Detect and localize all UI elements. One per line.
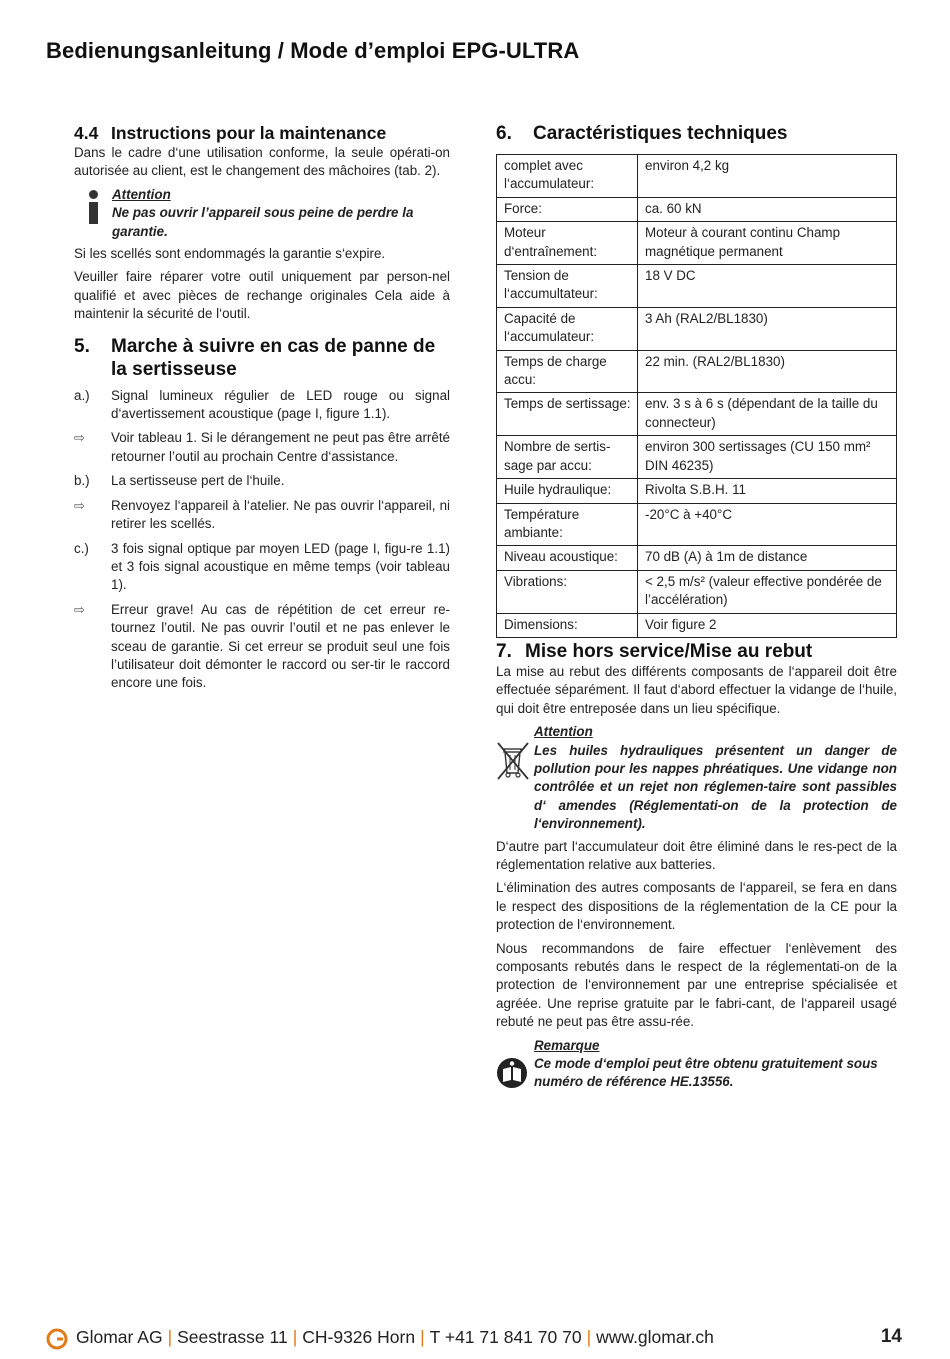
spec-label: Moteur d‘entraînement: — [497, 222, 638, 265]
table-row — [497, 307, 897, 350]
table-row — [497, 503, 897, 546]
section-number: 5. — [74, 335, 90, 357]
spec-label: Niveau acoustique: — [497, 546, 638, 570]
spec-value: < 2,5 m/s² (valeur effective pondérée de l’accélération) — [638, 570, 897, 613]
table-row — [497, 350, 897, 393]
section-number: 7. — [496, 640, 512, 662]
item-text: 3 fois signal optique par moyen LED (page I, figu-re 1.1) et 3 fois signal acoustique en même temps (voir tableau 1). — [111, 540, 450, 593]
spec-label: Huile hydraulique: — [497, 479, 638, 503]
section-title: Mise hors service/Mise au rebut — [525, 640, 813, 662]
section-4-4-heading — [74, 122, 450, 144]
remark-notice — [496, 1037, 897, 1092]
spec-value: 18 V DC — [638, 265, 897, 308]
spec-value: ca. 60 kN — [638, 197, 897, 221]
section-number: 4.4 — [74, 123, 99, 143]
list-item — [74, 540, 450, 595]
spec-label: Température ambiante: — [497, 503, 638, 546]
spec-label: Nombre de sertis-sage par accu: — [497, 436, 638, 479]
glomar-logo-icon — [46, 1328, 68, 1350]
spec-label: complet avec l‘accumulateur: — [497, 155, 638, 198]
separator: | — [586, 1327, 592, 1347]
spec-value: -20°C à +40°C — [638, 503, 897, 546]
table-row — [497, 436, 897, 479]
paragraph: D‘autre part l‘accumulateur doit être éliminé dans le res-pect de la réglementation relative aux batteries. — [496, 838, 897, 872]
website-link[interactable]: www.glomar.ch — [596, 1327, 714, 1347]
list-item — [74, 497, 450, 534]
document-title: Bedienungsanleitung / Mode d’emploi EPG-ULTRA — [46, 38, 580, 63]
notice-text: Ne pas ouvrir l’appareil sous peine de perdre la garantie. — [112, 205, 414, 239]
section-7-heading — [496, 640, 897, 663]
spec-value: Moteur à courant continu Champ magnétique permanent — [638, 222, 897, 265]
section-5-heading — [74, 335, 450, 381]
paragraph: L‘élimination des autres composants de l‘appareil, se fera en dans le respect des dispositions de la réglementation de la CE pour la protection de l‘environnement. — [496, 880, 897, 933]
paragraph: Si les scellés sont endommagés la garantie s‘expire. — [74, 246, 386, 262]
item-text: Erreur grave! Au cas de répétition de cet erreur re-tournez l’outil. Ne pas ouvrir l’outil et ne pas enlever le sceau de garantie. Si cet erreur se produit seul une fois l’utilisateur doit démonter le raccord ou ser-tir le raccord encore une fois. — [111, 601, 450, 691]
spec-value: 3 Ah (RAL2/BL1830) — [638, 307, 897, 350]
attention-notice — [74, 186, 450, 241]
section-title: Marche à suivre en cas de panne de la sertisseuse — [111, 335, 436, 380]
spec-value: env. 3 s à 6 s (dépendant de la taille du connecteur) — [638, 393, 897, 436]
arrow-right-icon: ⇨ — [74, 601, 85, 617]
footer — [46, 1326, 902, 1352]
item-text: La sertisseuse pert de l‘huile. — [111, 473, 285, 489]
item-text: Voir tableau 1. Si le dérangement ne peut pas être arrêté retourner l’outil au prochain Centre d‘assistance. — [111, 430, 450, 464]
troubleshooting-list — [74, 387, 450, 693]
spec-value: 70 dB (A) à 1m de distance — [638, 546, 897, 570]
remark-label: Remarque — [534, 1037, 600, 1053]
table-row — [497, 613, 897, 637]
specifications-table — [496, 154, 897, 638]
item-text: Signal lumineux régulier de LED rouge ou signal d‘avertissement acoustique (page I, figure 1.1). — [111, 387, 450, 422]
table-row — [497, 222, 897, 265]
footer-contact — [76, 1327, 714, 1348]
notice-text: Les huiles hydrauliques présentent un danger de pollution pour les nappes phréatiques. Une vidange non contrôlée et un rejet non réglemen-taire sont passibles d‘ amendes (Réglementati-on de la protection de l‘environnement). — [534, 742, 897, 832]
list-item — [74, 601, 450, 693]
list-item — [74, 472, 450, 490]
city-address: CH-9326 Horn — [302, 1327, 416, 1347]
table-row — [497, 546, 897, 570]
separator: | — [167, 1327, 173, 1347]
notice-label: Attention — [534, 724, 593, 740]
section-title: Instructions pour la maintenance — [111, 123, 387, 143]
section-title: Caractéristiques techniques — [533, 123, 788, 144]
separator: | — [292, 1327, 298, 1347]
spec-value: 22 min. (RAL2/BL1830) — [638, 350, 897, 393]
list-item — [74, 387, 450, 424]
page-number: 14 — [880, 1326, 902, 1347]
right-column — [496, 122, 897, 1096]
paragraph: Dans le cadre d‘une utilisation conforme, la seule opérati-on autorisée au client, est le changement des mâchoires (tab. 2). — [74, 145, 450, 179]
spec-value: Rivolta S.B.H. 11 — [638, 479, 897, 503]
notice-label: Attention — [112, 186, 171, 202]
item-marker: c.) — [74, 540, 89, 556]
left-column — [74, 122, 450, 699]
separator: | — [420, 1327, 425, 1347]
street-address: Seestrasse 11 — [177, 1327, 288, 1347]
spec-label: Temps de charge accu: — [497, 350, 638, 393]
section-6-heading — [496, 122, 897, 145]
spec-value: Voir figure 2 — [638, 613, 897, 637]
table-row — [497, 155, 897, 198]
table-row — [497, 265, 897, 308]
spec-value: environ 300 sertissages (CU 150 mm² DIN 46235) — [638, 436, 897, 479]
spec-label: Vibrations: — [497, 570, 638, 613]
attention-notice — [496, 723, 897, 833]
spec-label: Force: — [497, 197, 638, 221]
arrow-right-icon: ⇨ — [74, 430, 85, 446]
arrow-right-icon: ⇨ — [74, 497, 85, 513]
list-item — [74, 429, 450, 466]
item-marker: b.) — [74, 473, 90, 489]
phone-number: T +41 71 841 70 70 — [429, 1327, 582, 1347]
company-name: Glomar AG — [76, 1327, 163, 1347]
table-row — [497, 197, 897, 221]
paragraph: Nous recommandons de faire effectuer l‘enlèvement des composants rebutés dans le respect de la réglementati-on de la protection de l‘environnement par une entreprise spécialisée et agréée. Une reprise gratuite par le fabri-cant, de l‘appareil usagé rebuté ne peut pas être assu-rée. — [496, 940, 897, 1030]
spec-label: Tension de l‘accumultateur: — [497, 265, 638, 308]
item-marker: a.) — [74, 387, 90, 403]
spec-label: Temps de sertissage: — [497, 393, 638, 436]
table-row — [497, 393, 897, 436]
table-row — [497, 570, 897, 613]
section-number: 6. — [496, 123, 512, 144]
paragraph: Veuiller faire réparer votre outil uniquement par person-nel qualifié et avec pièces de rechange originales Cela aide à maintenir la sécurité de l‘outil. — [74, 269, 450, 322]
spec-label: Capacité de l‘accumulateur: — [497, 307, 638, 350]
spec-label: Dimensions: — [497, 613, 638, 637]
table-row — [497, 479, 897, 503]
spec-value: environ 4,2 kg — [638, 155, 897, 198]
remark-text: Ce mode d‘emploi peut être obtenu gratuitement sous numéro de référence HE.13556. — [534, 1056, 878, 1090]
info-icon — [74, 186, 112, 241]
paragraph: La mise au rebut des différents composants de l‘appareil doit être effectuée séparément. Il faut d‘abord effectuer la vidange de l‘huile, qui doit être entreposée dans un lieu spécifique. — [496, 663, 897, 716]
item-text: Renvoyez l‘appareil à l‘atelier. Ne pas ouvrir l‘appareil, ni retirer les scellés. — [111, 497, 450, 532]
crossed-out-bin-icon — [496, 723, 534, 833]
read-manual-icon — [496, 1037, 534, 1092]
